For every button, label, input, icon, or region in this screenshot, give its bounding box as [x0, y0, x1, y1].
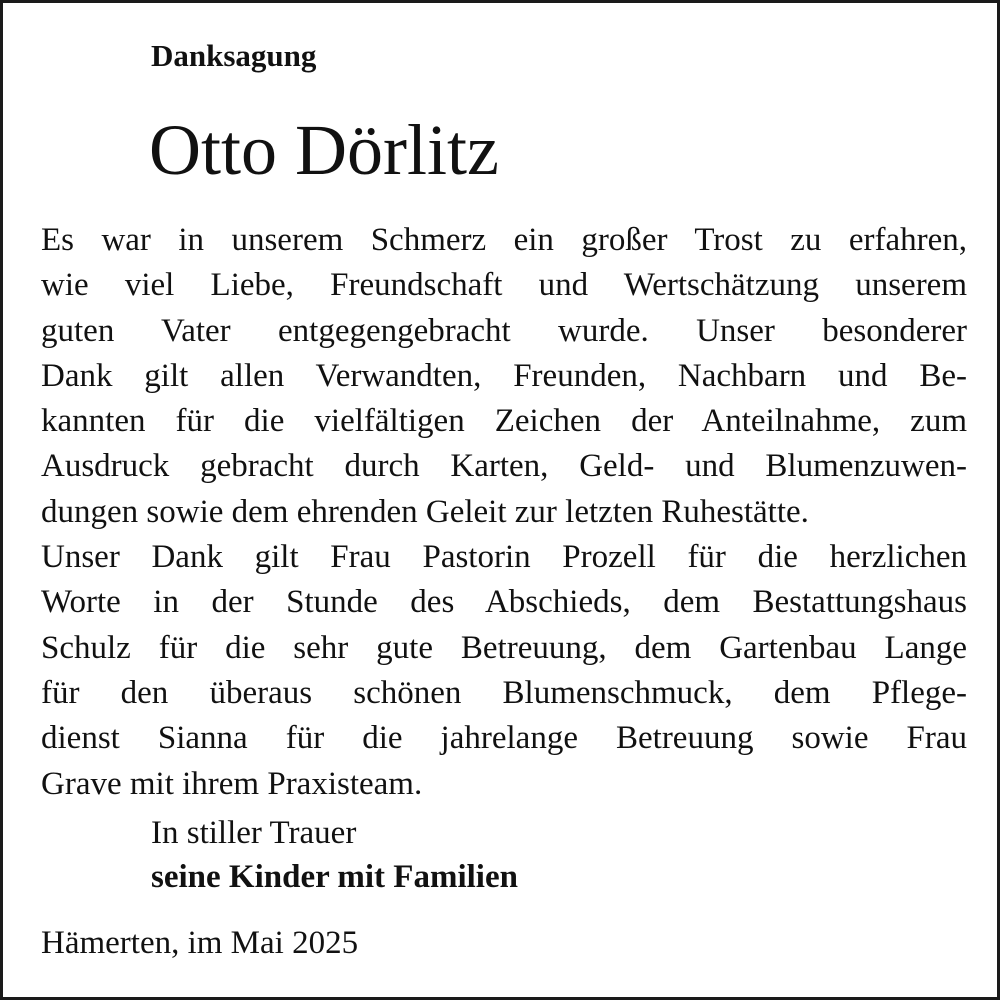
- closing-phrase: In stiller Trauer: [151, 815, 357, 851]
- body-line: guten Vater entgegengebracht wurde. Unser besonderer: [41, 312, 967, 349]
- closing-block: [151, 811, 518, 899]
- deceased-name: Otto Dörlitz: [149, 110, 499, 190]
- body-line: für den überaus schönen Blumenschmuck, dem Pflege-: [41, 674, 967, 711]
- body-line: Ausdruck gebracht durch Karten, Geld- und Blumenzuwen-: [41, 448, 967, 485]
- body-line: wie viel Liebe, Freundschaft und Wertschätzung unserem: [41, 267, 967, 304]
- body-line: dungen sowie dem ehrenden Geleit zur letzten Ruhestätte.: [41, 493, 809, 530]
- body-line: Worte in der Stunde des Abschieds, dem Bestattungshaus: [41, 584, 967, 621]
- notice-body: [41, 218, 967, 807]
- body-line: Unser Dank gilt Frau Pastorin Prozell für die herzlichen: [41, 539, 967, 576]
- body-line: Es war in unserem Schmerz ein großer Trost zu erfahren,: [41, 222, 967, 258]
- body-line: Schulz für die sehr gute Betreuung, dem Gartenbau Lange: [41, 629, 967, 666]
- signers: seine Kinder mit Familien: [151, 859, 518, 895]
- body-line: dienst Sianna für die jahrelange Betreuung sowie Frau: [41, 720, 967, 757]
- body-line: Dank gilt allen Verwandten, Freunden, Nachbarn und Be-: [41, 357, 967, 394]
- notice-heading: Danksagung: [151, 38, 317, 73]
- place-and-date: Hämerten, im Mai 2025: [41, 925, 359, 961]
- body-line: kannten für die vielfältigen Zeichen der Anteilnahme, zum: [41, 403, 967, 440]
- body-line: Grave mit ihrem Praxisteam.: [41, 765, 423, 802]
